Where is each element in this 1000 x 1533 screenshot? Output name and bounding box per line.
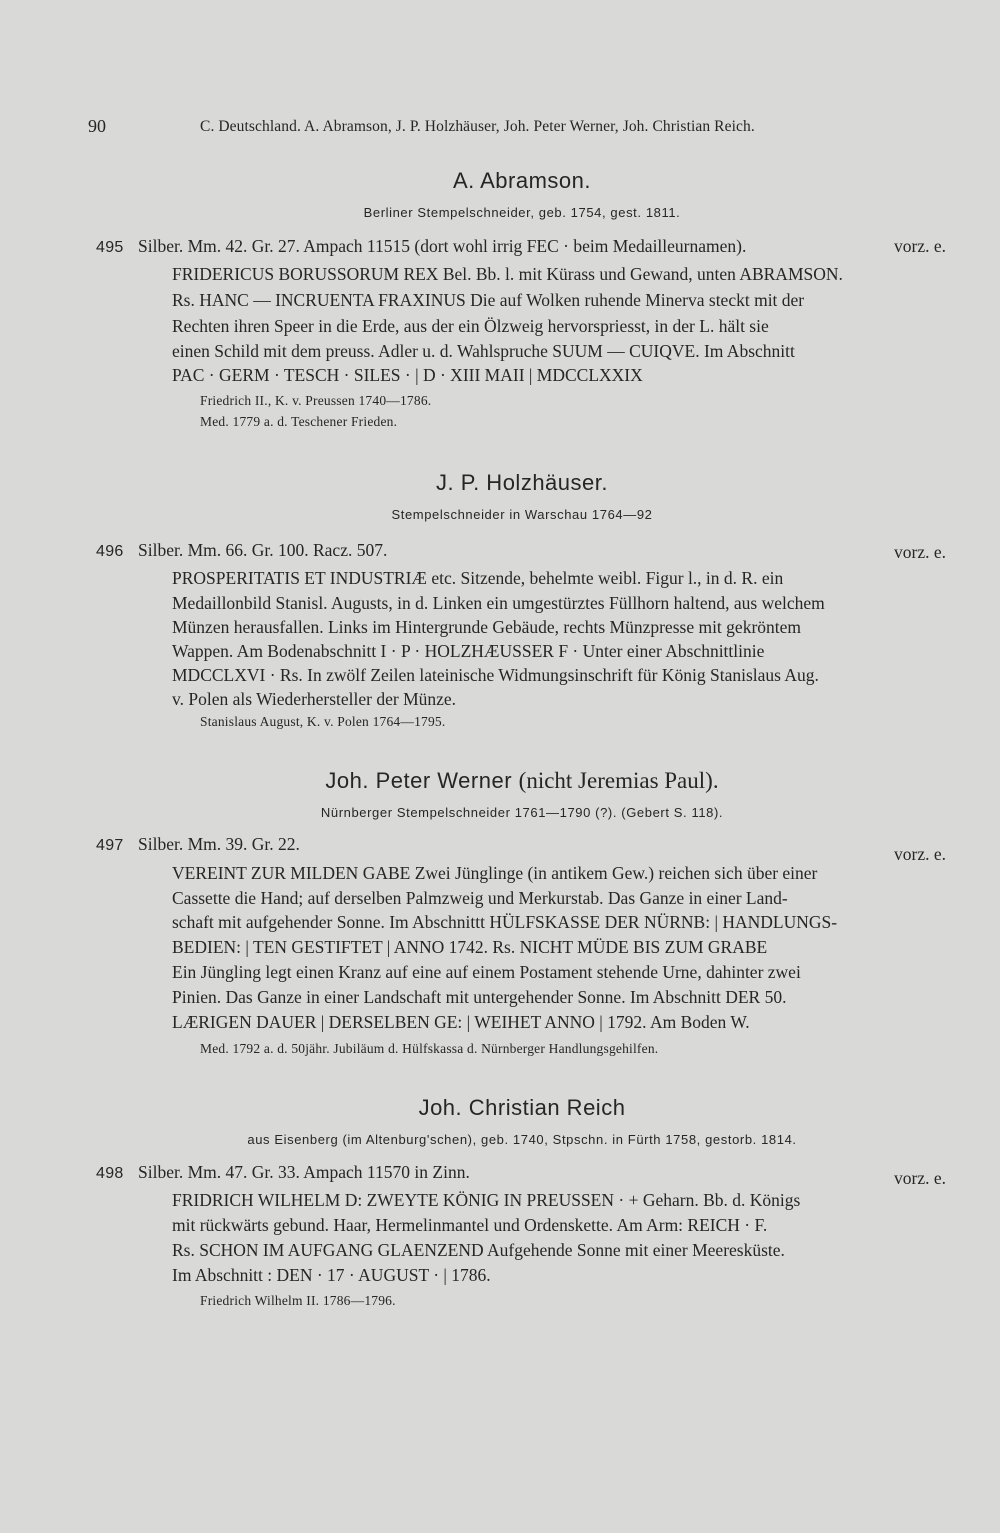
entry-number: 495 [96,239,124,256]
entry-note: Friedrich II., K. v. Preussen 1740—1786. [200,393,432,408]
section-title-name: Joh. Peter Werner [325,768,513,793]
section-subtitle: Stempelschneider in Warschau 1764—92 [391,507,653,522]
entry-text-line: Rechten ihren Speer in die Erde, aus der ein Ölzweig hervorspriesst, in der L. hält sie [172,316,769,336]
entry-note: Med. 1792 a. d. 50jähr. Jubiläum d. Hülfskassa d. Nürnberger Handlungsgehilfen. [200,1041,659,1056]
entry-grade: vorz. e. [894,236,946,256]
entry-note: Stanislaus August, K. v. Polen 1764—1795. [200,714,446,729]
entry-text-line: MDCCLXVI · Rs. In zwölf Zeilen lateinische Widmungsinschrift für König Stanislaus Aug. [172,665,819,685]
entry-metadata: Silber. Mm. 42. Gr. 27. Ampach 11515 (dort wohl irrig FEC · beim Medailleurnamen). [137,236,747,256]
entry-header [96,236,956,257]
section-title: Joh. Christian Reich [418,1095,626,1120]
section-title: J. P. Holzhäuser. [436,470,608,495]
section-title: A. Abramson. [452,168,592,193]
entry-text-line: Rs. SCHON IM AUFGANG GLAENZEND Aufgehende Sonne mit einer Meeresküste. [172,1240,785,1260]
entry-number: 498 [96,1165,124,1182]
entry-header [96,1162,956,1188]
entry-text-line: mit rückwärts gebund. Haar, Hermelinmantel und Ordenskette. Am Arm: REICH · F. [172,1215,768,1235]
entry-metadata: Silber. Mm. 66. Gr. 100. Racz. 507. [137,540,388,560]
entry-text-line: einen Schild mit dem preuss. Adler u. d. Wahlspruche SUUM — CUIQVE. Im Abschnitt [172,341,795,361]
entry-note: Friedrich Wilhelm II. 1786—1796. [200,1293,396,1308]
entry-text-line: PROSPERITATIS ET INDUSTRIÆ etc. Sitzende, behelmte weibl. Figur l., in d. R. ein [172,568,784,588]
entry-text-line: FRIDRICH WILHELM D: ZWEYTE KÖNIG IN PREUSSEN · + Geharn. Bb. d. Königs [172,1190,801,1210]
entry-text-line: schaft mit aufgehender Sonne. Im Abschnittt HÜLFSKASSE DER NÜRNB: | HANDLUNGS- [172,912,838,932]
entry-text-line: Im Abschnitt : DEN · 17 · AUGUST · | 1786. [172,1265,491,1285]
entry-number: 496 [96,543,124,560]
section-subtitle: Nürnberger Stempelschneider 1761—1790 (?). (Gebert S. 118). [320,805,724,820]
entry-grade: vorz. e. [894,542,946,562]
entry-text-line: Pinien. Das Ganze in einer Landschaft mit untergehender Sonne. Im Abschnitt DER 50. [172,987,787,1007]
section-subtitle: Berliner Stempelschneider, geb. 1754, gest. 1811. [363,205,681,220]
section-subtitle: aus Eisenberg (im Altenburg'schen), geb. 1740, Stpschn. in Fürth 1758, gestorb. 1814. [247,1132,797,1147]
entry-text-line: Münzen herausfallen. Links im Hintergrunde Gebäude, rechts Münzpresse mit gekröntem [172,617,802,637]
entry-note: Med. 1779 a. d. Teschener Frieden. [200,414,398,429]
entry-text-line: Cassette die Hand; auf derselben Palmzweig und Merkurstab. Das Ganze in einer Land- [172,888,788,908]
entry-header [96,540,956,561]
entry-metadata: Silber. Mm. 39. Gr. 22. [137,834,300,854]
entry-metadata: Silber. Mm. 47. Gr. 33. Ampach 11570 in Zinn. [137,1162,470,1182]
entry-number: 497 [96,837,124,854]
entry-text-line: Medaillonbild Stanisl. Augusts, in d. Linken ein umgestürztes Füllhorn haltend, aus welchem [172,593,825,613]
entry-text-line: Wappen. Am Bodenabschnitt I · P · HOLZHÆUSSER F · Unter einer Abschnittlinie [172,641,765,661]
entry-text-line: LÆRIGEN DAUER | DERSELBEN GE: | WEIHET ANNO | 1792. Am Boden W. [172,1012,750,1032]
page-number: 90 [88,116,106,136]
entry-text-line: Ein Jüngling legt einen Kranz auf eine auf einem Postament stehende Urne, dahinter zwei [172,962,801,982]
entry-text-line: FRIDERICUS BORUSSORUM REX Bel. Bb. l. mit Kürass und Gewand, unten ABRAMSON. [172,264,843,284]
entry-text-line: PAC · GERM · TESCH · SILES · | D · XIII MAII | MDCCLXXIX [172,365,643,385]
entry-header [96,834,956,864]
entry-text-line: v. Polen als Wiederhersteller der Münze. [172,689,457,709]
entry-grade: vorz. e. [894,844,946,864]
entry-text-line: Rs. HANC — INCRUENTA FRAXINUS Die auf Wolken ruhende Minerva steckt mit der [172,290,805,310]
entry-grade: vorz. e. [894,1168,946,1188]
running-title: C. Deutschland. A. Abramson, J. P. Holzhäuser, Joh. Peter Werner, Joh. Christian Reich. [200,118,755,135]
section-title [0,768,1000,794]
entry-text-line: BEDIEN: | TEN GESTIFTET | ANNO 1742. Rs. NICHT MÜDE BIS ZUM GRABE [172,937,768,957]
section-title-remark: (nicht Jeremias Paul). [518,768,719,793]
entry-text-line: VEREINT ZUR MILDEN GABE Zwei Jünglinge (in antikem Gew.) reichen sich über einer [172,863,818,883]
